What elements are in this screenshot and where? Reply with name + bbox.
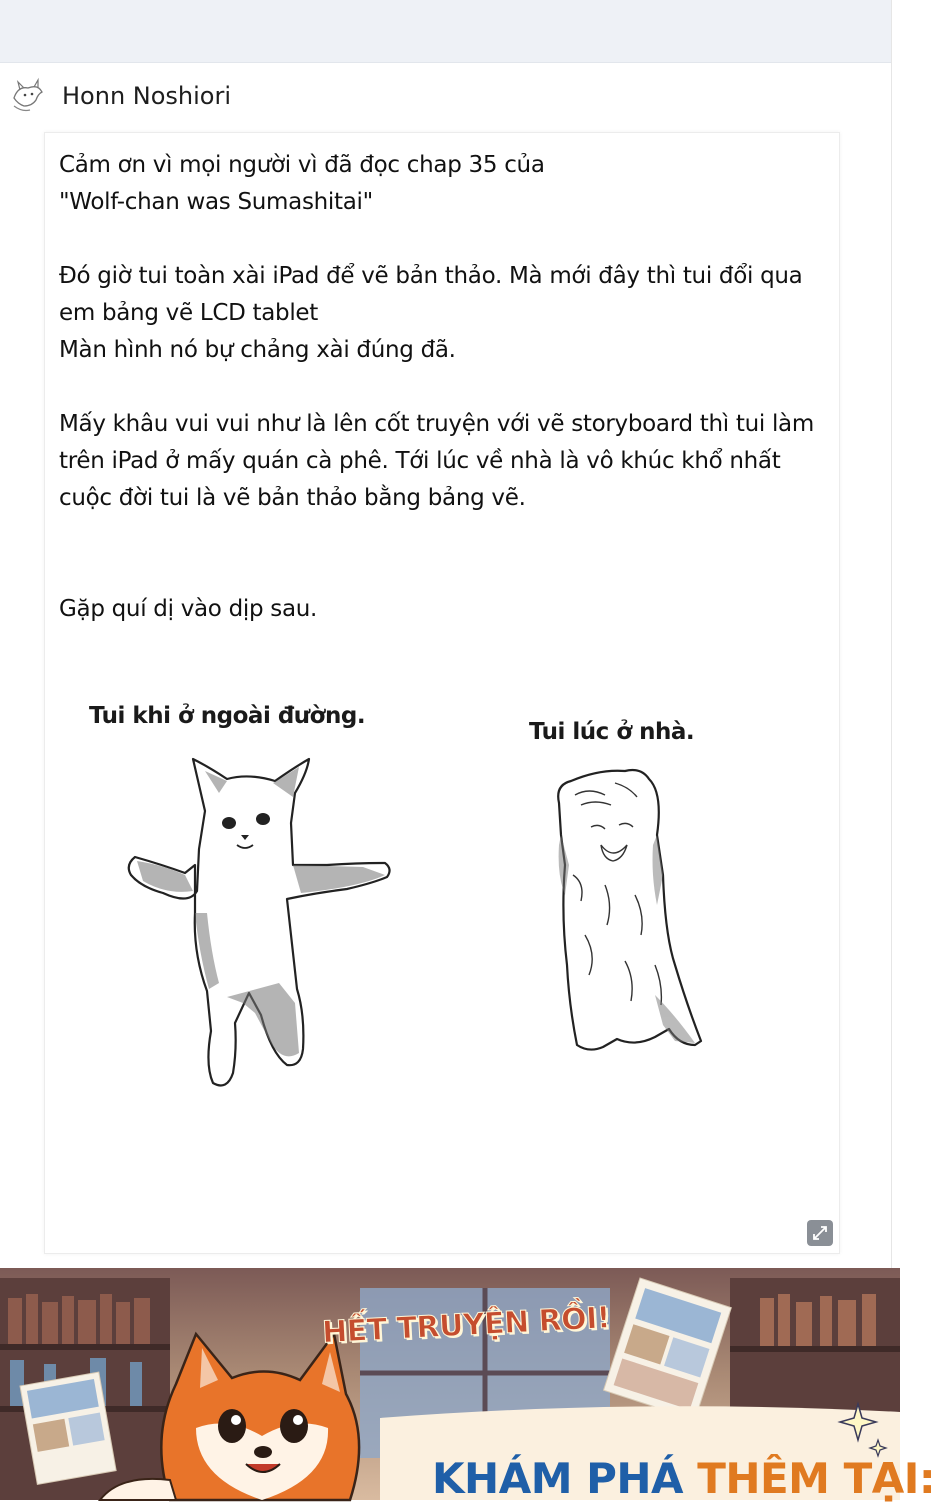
explore-more-heading-part2: THÊM TẠI: [697,1454,935,1503]
explore-more-heading [432,1454,935,1503]
right-illustration-caption: Tui lúc ở nhà. [529,719,695,745]
author-note-text: Cảm ơn vì mọi người vì đã đọc chap 35 của "Wolf-chan was Sumashitai" Đó giờ tui toàn xài iPad để vẽ bản thảo. Mà mới đây thì tui đổi qua em bảng vẽ LCD tablet Màn hình nó bự chảng xài đúng đã. Mấy khâu vui vui như là lên cốt truyện với vẽ storyboard thì tui làm trên iPad ở mấy quán cà phê. Tới lúc về nhà là vô khúc khổ nhất cuộc đời tui là vẽ bản thảo bằng bảng vẽ. Gặp quí dị vào dịp sau. [59,152,814,622]
cat-home-illustration [545,765,709,1055]
author-note-card [44,132,840,1254]
end-of-chapter-banner[interactable] [0,1268,935,1503]
end-of-story-heading: HẾT TRUYỆN RỒI! [321,1300,611,1351]
expand-icon [812,1225,828,1241]
wolf-sketch-avatar-icon[interactable] [8,76,48,116]
author-header[interactable] [8,74,231,118]
author-name[interactable]: Honn Noshiori [62,82,232,110]
cat-outside-illustration [123,753,395,1095]
expand-image-button[interactable] [807,1220,833,1246]
left-illustration-caption: Tui khi ở ngoài đường. [89,703,366,729]
scroll-edge [891,0,900,1268]
top-bar [0,0,892,63]
explore-more-heading-part1: KHÁM PHÁ [432,1454,684,1503]
